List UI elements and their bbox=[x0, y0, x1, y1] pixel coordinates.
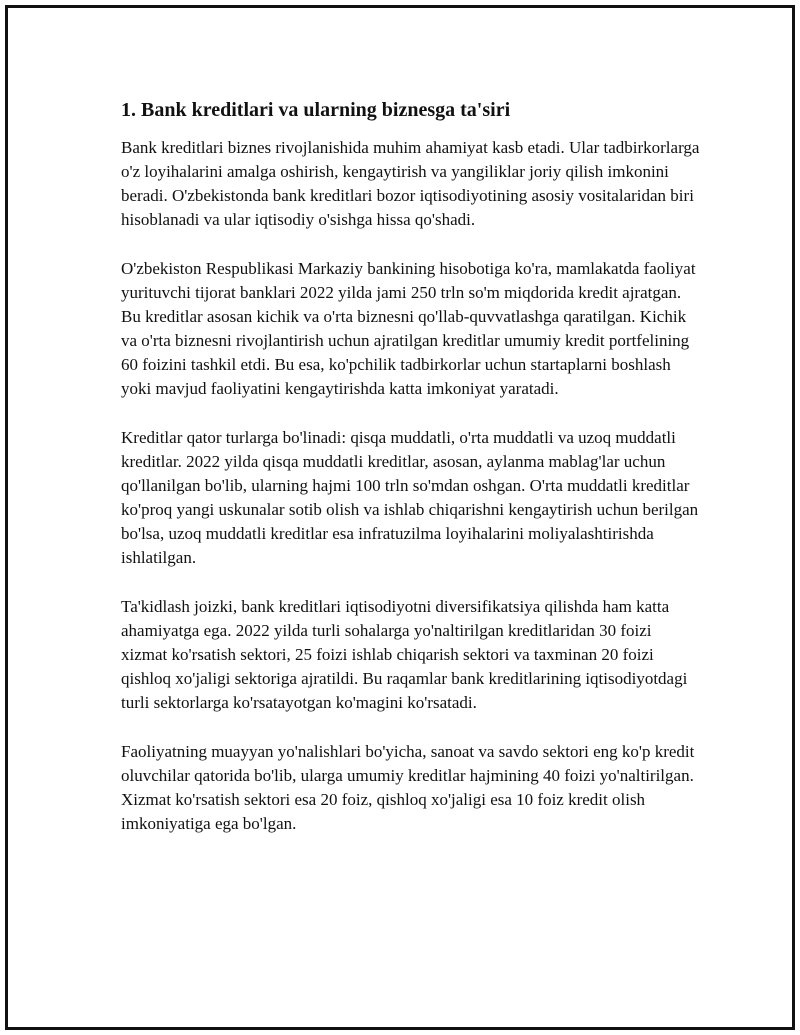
paragraph-3: Kreditlar qator turlarga bo'linadi: qisqa muddatli, o'rta muddatli va uzoq muddatli kreditlar. 2022 yilda qisqa muddatli kreditlar, asosan, aylanma mablag'lar uchun qo'llanilgan bo'lib, ularning hajmi 100 trln so'mdan oshgan. O'rta muddatli kreditlar ko'proq yangi uskunalar sotib olish va ishlab chiqarishni kengaytirish uchun berilgan bo'lsa, uzoq muddatli kreditlar esa infratuzilma loyihalarini moliyalashtirishda ishlatilgan. bbox=[121, 428, 699, 567]
section-title: 1. Bank kreditlari va ularning biznesga ta'siri bbox=[121, 99, 511, 121]
paragraph-1: Bank kreditlari biznes rivojlanishida muhim ahamiyat kasb etadi. Ular tadbirkorlarga o'z loyihalarini amalga oshirish, kengaytirish va yangiliklar joriy qilish imkonini beradi. O'zbekistonda bank kreditlari bozor iqtisodiyotining asosiy vositalaridan biri hisoblanadi va ular iqtisodiy o'sishga hissa qo'shadi. bbox=[121, 138, 700, 229]
paragraph-4: Ta'kidlash joizki, bank kreditlari iqtisodiyotni diversifikatsiya qilishda ham katta ahamiyatga ega. 2022 yilda turli sohalarga yo'naltirilgan kreditlaridan 30 foizi xizmat ko'rsatish sektori, 25 foizi ishlab chiqarish sektori va taxminan 20 foizi qishloq xo'jaligi sektoriga ajratildi. Bu raqamlar bank kreditlarining iqtisodiyotdagi turli sektorlarga ko'rsatayotgan ko'magini ko'rsatadi. bbox=[121, 597, 688, 712]
document-content bbox=[121, 98, 701, 861]
page-frame bbox=[5, 5, 795, 1030]
paragraph-2: O'zbekiston Respublikasi Markaziy bankining hisobotiga ko'ra, mamlakatda faoliyat yurituvchi tijorat banklari 2022 yilda jami 250 trln so'm miqdorida kredit ajratgan. Bu kreditlar asosan kichik va o'rta biznesni qo'llab-quvvatlashga qaratilgan. Kichik va o'rta biznesni rivojlantirish uchun ajratilgan kreditlar umumiy kredit portfelining 60 foizini tashkil etdi. Bu esa, ko'pchilik tadbirkorlar uchun startaplarni boshlash yoki mavjud faoliyatini kengaytirishda katta imkoniyat yaratadi. bbox=[121, 259, 696, 398]
paragraph-5: Faoliyatning muayyan yo'nalishlari bo'yicha, sanoat va savdo sektori eng ko'p kredit oluvchilar qatorida bo'lib, ularga umumiy kreditlar hajmining 40 foizi yo'naltirilgan. Xizmat ko'rsatish sektori esa 20 foiz, qishloq xo'jaligi esa 10 foiz kredit olish imkoniyatiga ega bo'lgan. bbox=[121, 742, 695, 833]
